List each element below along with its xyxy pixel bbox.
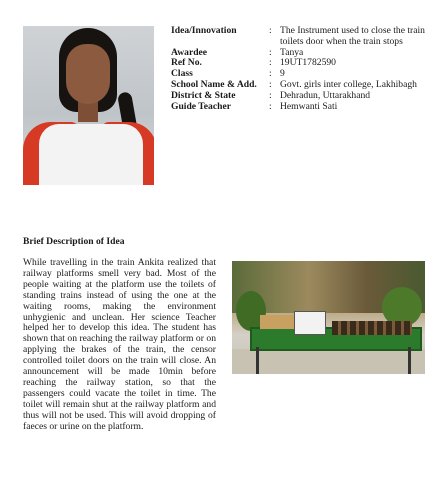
detail-label: Ref No. xyxy=(171,57,202,69)
detail-row-awardee: Awardee : Tanya xyxy=(171,48,431,59)
detail-row-teacher: Guide Teacher : Hemwanti Sati xyxy=(171,102,431,113)
detail-row-idea: Idea/Innovation : The Instrument used to close the train toilets door when the train stops xyxy=(171,26,431,48)
description-text: While travelling in the train Ankita realized that railway platforms smell very bad. Most of the people waiting at the platform use the toilets of standing trains instead of using the one at the waiting rooms, making the environment unhygienic and unclean. Her science Teacher helped her to develop this idea. The student has shown that on reaching the railway platform or on applying the brakes of the train, the censor controlled toilet doors on the train will close. An announcement will be made 10min before reaching the railway station, so that the passengers could vacate the toilet in time. The toilet will remain shut at the railway platform and thus will not be used. This will avoid dropping of faeces or urine on the platform. xyxy=(23,257,216,432)
detail-label: Idea/Innovation xyxy=(171,25,237,36)
detail-row-district: District & State : Dehradun, Uttarakhand xyxy=(171,91,431,102)
detail-label: School Name & Add. xyxy=(171,78,257,90)
detail-row-school: School Name & Add. : Govt. girls inter college, Lakhibagh xyxy=(171,80,431,91)
awardee-details xyxy=(171,26,431,112)
detail-label: Class xyxy=(171,68,193,80)
detail-value: The Instrument used to close the train toilets door when the train stops xyxy=(280,25,425,47)
detail-value: 9 xyxy=(280,68,285,80)
detail-label: Guide Teacher xyxy=(171,100,231,112)
project-model-photo xyxy=(232,261,425,374)
awardee-photo xyxy=(23,26,154,185)
detail-label: District & State xyxy=(171,89,236,101)
detail-label: Awardee xyxy=(171,46,208,58)
section-title: Brief Description of Idea xyxy=(23,236,125,247)
detail-value: Dehradun, Uttarakhand xyxy=(280,89,371,101)
detail-row-ref: Ref No. : 19UT1782590 xyxy=(171,58,431,69)
detail-value: Govt. girls inter college, Lakhibagh xyxy=(280,78,417,90)
detail-value: Hemwanti Sati xyxy=(280,100,338,112)
detail-value: Tanya xyxy=(280,46,304,58)
detail-row-class: Class : 9 xyxy=(171,69,431,80)
detail-value: 19UT1782590 xyxy=(280,57,336,69)
